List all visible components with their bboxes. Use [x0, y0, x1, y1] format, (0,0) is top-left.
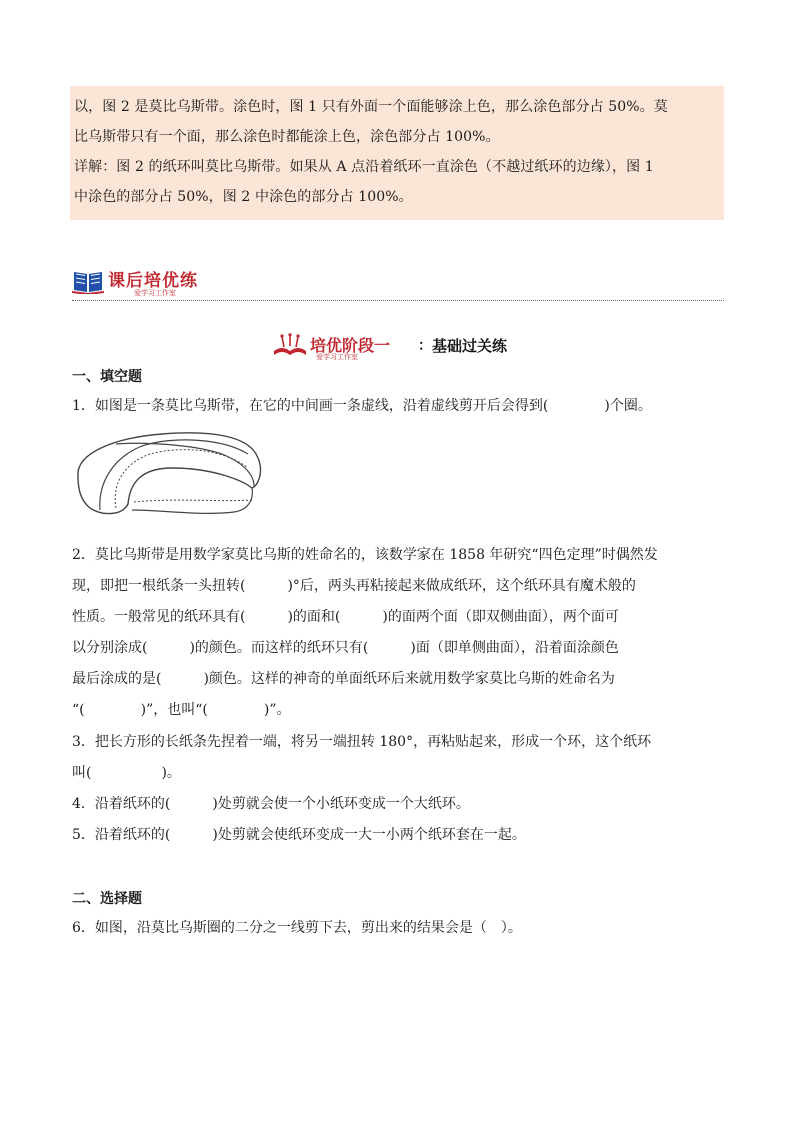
- question-3-line: 叫( )。: [72, 765, 181, 781]
- mobius-strip-illustration: [72, 424, 264, 520]
- answer-line: 中涂色的部分占 50%，图 2 中涂色的部分占 100%。: [74, 189, 413, 205]
- section-heading-choice: 二、选择题: [72, 891, 142, 907]
- question-2-line: 现，即把一根纸条一头扭转( )°后，两头再粘接起来做成纸环，这个纸环具有魔术般的: [72, 578, 636, 594]
- question-2-line: 最后涂成的是( )颜色。这样的神奇的单面纸环后来就用数学家莫比乌斯的姓命名为: [72, 671, 615, 687]
- banner-title: 课后培优练: [108, 271, 198, 291]
- stage-heading: [272, 333, 572, 361]
- stage-name: 基础过关练: [432, 337, 508, 355]
- answer-explanation-box: [70, 86, 724, 220]
- dotted-divider: [72, 300, 724, 301]
- answer-line: 以，图 2 是莫比乌斯带。涂色时，图 1 只有外面一个面能够涂上色，那么涂色部分占 50%。莫: [74, 99, 668, 115]
- question-2-line: 2．莫比乌斯带是用数学家莫比乌斯的姓命名的，该数学家在 1858 年研究“四色定理”时偶然发: [72, 547, 658, 563]
- open-book-icon: [272, 333, 308, 359]
- question-2-line: 以分别涂成( )的颜色。而这样的纸环只有( )面（即单侧曲面），沿着面涂颜色: [72, 640, 619, 656]
- question-5: 5．沿着纸环的( )处剪就会使纸环变成一大一小两个纸环套在一起。: [72, 827, 526, 843]
- question-1: 1．如图是一条莫比乌斯带，在它的中间画一条虚线，沿着虚线剪开后会得到( )个圈。: [72, 398, 652, 414]
- section-heading-fill: 一、填空题: [72, 369, 142, 385]
- question-2-line: 性质。一般常见的纸环具有( )的面和( )的面两个面（即双侧曲面），两个面可: [72, 609, 619, 625]
- section-banner: [72, 266, 272, 300]
- stage-subtitle: 爱学习工作室: [316, 353, 358, 361]
- book-icon: [72, 268, 104, 294]
- answer-line: 详解：图 2 的纸环叫莫比乌斯带。如果从 A 点沿着纸环一直涂色（不越过纸环的边缘），图 1: [74, 159, 654, 175]
- banner-subtitle: 爱学习工作室: [134, 289, 176, 297]
- question-4: 4．沿着纸环的( )处剪就会使一个小纸环变成一个大纸环。: [72, 796, 470, 812]
- stage-colon: ：: [418, 338, 432, 354]
- answer-line: 比乌斯带只有一个面，那么涂色时都能涂上色，涂色部分占 100%。: [74, 129, 500, 145]
- question-2-line: “( )”，也叫“( )”。: [72, 702, 291, 718]
- stage-title: 培优阶段一: [310, 336, 391, 355]
- question-3-line: 3．把长方形的长纸条先捏着一端，将另一端扭转 180°，再粘贴起来，形成一个环，这个纸环: [72, 734, 652, 750]
- question-6: 6．如图，沿莫比乌斯圈的二分之一线剪下去，剪出来的结果会是（ ）。: [72, 920, 522, 936]
